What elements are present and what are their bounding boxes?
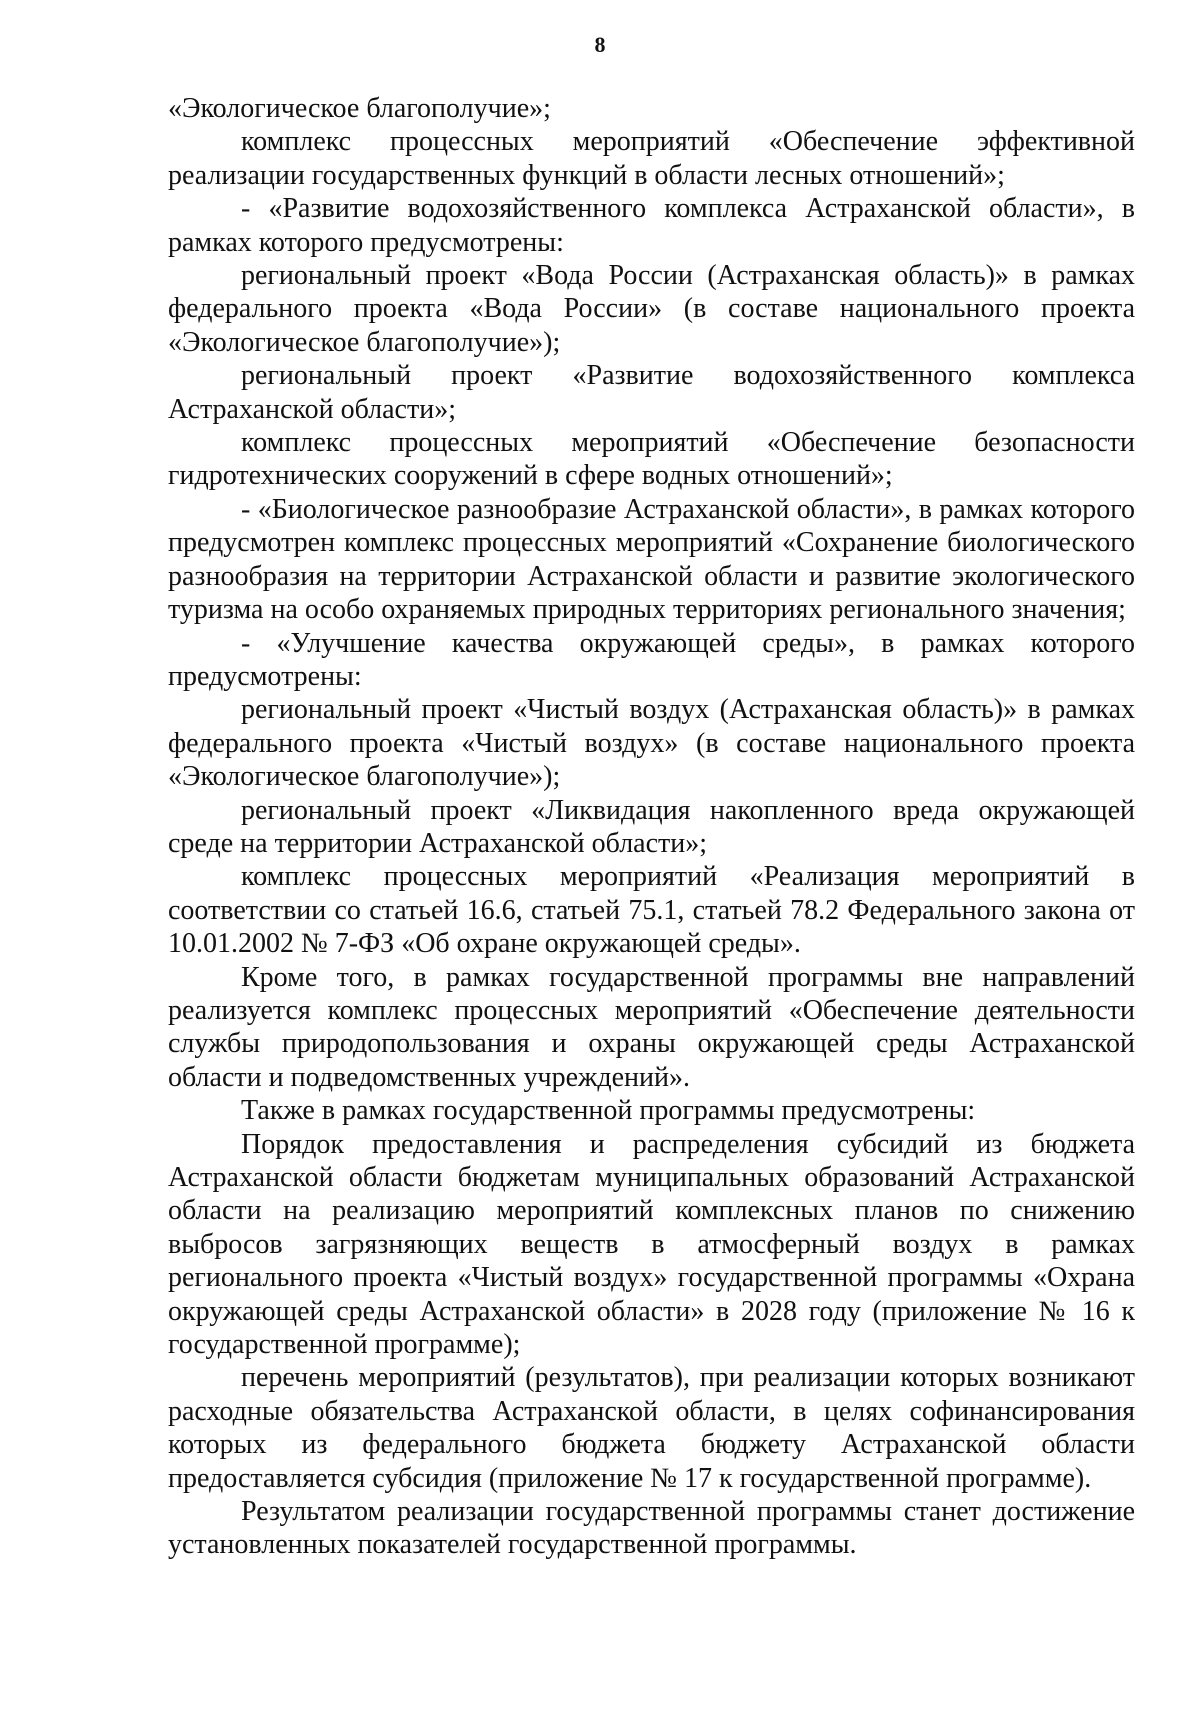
document-body [168, 92, 1135, 1562]
paragraph: комплекс процессных мероприятий «Реализация мероприятий в соответствии со статьей 16.6, статьей 75.1, статьей 78.2 Федерального закона от 10.01.2002 № 7-ФЗ «Об охране окружающей среды». [168, 861, 1135, 960]
paragraph: Также в рамках государственной программы предусмотрены: [241, 1095, 976, 1127]
paragraph: - «Развитие водохозяйственного комплекса Астраханской области», в рамках которого предусмотрены: [168, 193, 1135, 258]
paragraph: «Экологическое благополучие»; [168, 93, 551, 124]
paragraph: региональный проект «Чистый воздух (Астраханская область)» в рамках федерального проекта «Чистый воздух» (в составе национального проекта «Экологическое благополучие»); [168, 694, 1135, 793]
paragraph: региональный проект «Вода России (Астраханская область)» в рамках федерального проекта «Вода России» (в составе национального проекта «Экологическое благополучие»); [168, 260, 1135, 358]
paragraph: перечень мероприятий (результатов), при реализации которых возникают расходные обязательства Астраханской области, в целях софинансирования которых из федерального бюджета бюджету Астраханской области предоставляется субсидия (приложение № 17 к государственной программе). [168, 1362, 1135, 1494]
paragraph: Кроме того, в рамках государственной программы вне направлений реализуется комплекс процессных мероприятий «Обеспечение деятельности службы природопользования и охраны окружающей среды Астраханской области и подведомственных учреждений». [168, 961, 1135, 1093]
paragraph: - «Улучшение качества окружающей среды», в рамках которого предусмотрены: [168, 627, 1135, 692]
paragraph: региональный проект «Ликвидация накопленного вреда окружающей среде на территории Астраханской области»; [168, 794, 1135, 859]
page-number: 8 [594, 32, 606, 57]
paragraph: региональный проект «Развитие водохозяйственного комплекса Астраханской области»; [168, 360, 1135, 425]
paragraph: комплекс процессных мероприятий «Обеспечение эффективной реализации государственных функций в области лесных отношений»; [168, 126, 1135, 191]
paragraph: комплекс процессных мероприятий «Обеспечение безопасности гидротехнических сооружений в сфере водных отношений»; [168, 427, 1135, 492]
paragraph: - «Биологическое разнообразие Астраханской области», в рамках которого предусмотрен комплекс процессных мероприятий «Сохранение биологического разнообразия на территории Астраханской области и развитие экологического туризма на особо охраняемых природных территориях регионального значения; [168, 493, 1135, 626]
paragraph: Порядок предоставления и распределения субсидий из бюджета Астраханской области бюджетам муниципальных образований Астраханской области на реализацию мероприятий комплексных планов по снижению выбросов загрязняющих веществ в атмосферный воздух в рамках регионального проекта «Чистый воздух» государственной программы «Охрана окружающей среды Астраханской области» в 2028 году (приложение № 16 к государственной программе); [168, 1128, 1135, 1361]
paragraph: Результатом реализации государственной программы станет достижение установленных показателей государственной программы. [168, 1496, 1135, 1561]
